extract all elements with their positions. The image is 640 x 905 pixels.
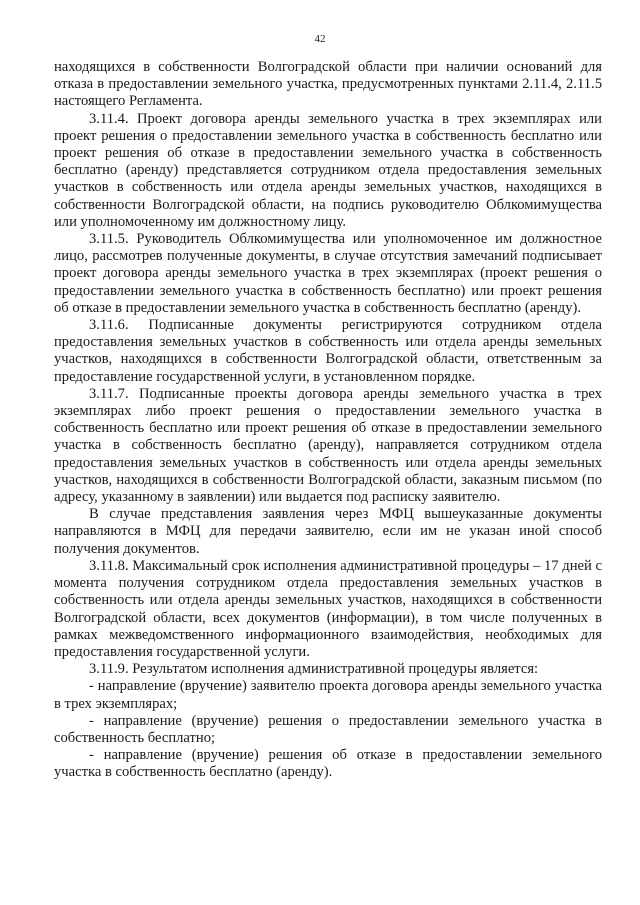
page-number: 42: [314, 33, 326, 45]
paragraph-3-11-4: 3.11.4. Проект договора аренды земельного участка в трех экземплярах или проект решения о предоставлении земельного участка в собственность бесплатно или проект решения об отказе в предоставлении земельного участка в собственность бесплатно (аренду) представляется сотрудником отдела предоставления земельных участков в собственность или отдела аренды земельных участков, находящихся в собственности Волгоградской области, на подпись руководителю Облкомимущества или уполномоченному им должностному лицу.: [54, 110, 602, 230]
document-body: [54, 59, 602, 782]
paragraph-3-11-6: 3.11.6. Подписанные документы регистрируются сотрудником отдела предоставления земельных участков в собственность или отдела аренды земельных участков, находящихся в собственности Волгоградской области, ответственным за предоставление государственной услуги, в установленном порядке.: [54, 317, 602, 385]
paragraph-continuation: находящихся в собственности Волгоградской области при наличии оснований для отказа в предоставлении земельного участка, предусмотренных пунктами 2.11.4, 2.11.5 настоящего Регламента.: [54, 59, 602, 110]
paragraph-3-11-7: 3.11.7. Подписанные проекты договора аренды земельного участка в трех экземплярах либо проект решения о предоставлении земельного участка в собственность бесплатно или проект решения об отказе в предоставлении земельного участка в собственность бесплатно (аренду), направляется сотрудником отдела предоставления земельных участков в собственность или отдела аренды земельных участков, находящихся в собственности Волгоградской области, заказным письмом (по адресу, указанному в заявлении) или выдается под расписку заявителю.: [54, 385, 602, 506]
list-item: - направление (вручение) заявителю проекта договора аренды земельного участка в трех экземплярах;: [54, 678, 602, 712]
paragraph-3-11-9: 3.11.9. Результатом исполнения административной процедуры является:: [89, 661, 539, 678]
list-item: - направление (вручение) решения о предоставлении земельного участка в собственность бесплатно;: [54, 712, 602, 746]
paragraph-3-11-8: 3.11.8. Максимальный срок исполнения административной процедуры – 17 дней с момента получения сотрудником отдела предоставления земельных участков в собственность или отдела аренды земельных участков, находящихся в собственности Волгоградской области, всех документов (информации), в том числе полученных в рамках межведомственного информационного взаимодействия, необходимых для предоставления государственной услуги.: [54, 557, 602, 660]
paragraph-mfc-note: В случае представления заявления через МФЦ вышеуказанные документы направляются в МФЦ для передачи заявителю, если им не указан иной способ получения документов.: [54, 506, 602, 557]
paragraph-3-11-5: 3.11.5. Руководитель Облкомимущества или уполномоченное им должностное лицо, рассмотрев полученные документы, в случае отсутствия замечаний подписывает проект договора аренды земельного участка в трех экземплярах (проект решения о предоставлении земельного участка в собственность бесплатно) или проект решения об отказе в предоставлении земельного участка в собственность бесплатно (аренду).: [54, 231, 602, 316]
list-item: - направление (вручение) решения об отказе в предоставлении земельного участка в собственность бесплатно (аренду).: [54, 747, 602, 781]
